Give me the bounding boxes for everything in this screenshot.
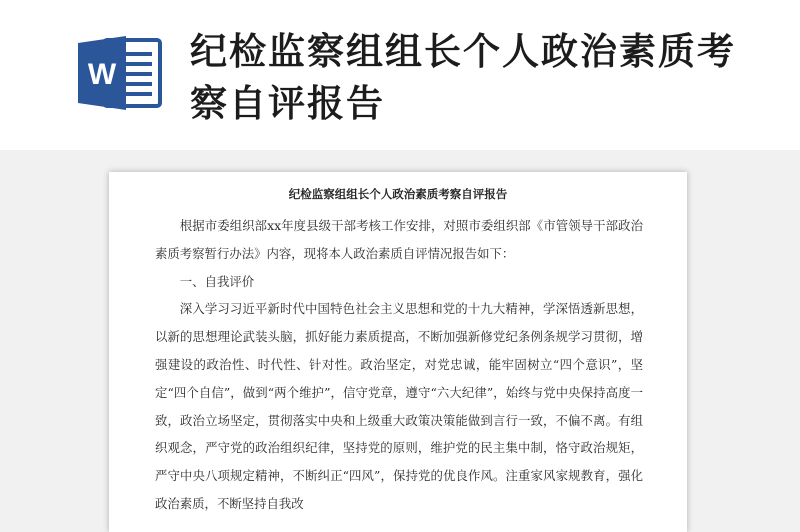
document-page <box>109 172 687 526</box>
page-title: 纪检监察组组长个人政治素质考察自评报告 <box>190 30 736 125</box>
document-title: 纪检监察组组长个人政治素质考察自评报告 <box>288 187 508 201</box>
document-body <box>155 212 643 518</box>
header-banner <box>0 0 800 150</box>
word-document-icon <box>74 34 166 112</box>
paragraph-intro: 根据市委组织部xx年度县级干部考核工作安排，对照市委组织部《市管领导干部政治素质考察暂行办法》内容，现将本人政治素质自评情况报告如下： <box>155 218 643 261</box>
section-heading: 一、自我评价 <box>179 273 255 289</box>
word-letter-w: W <box>87 58 117 91</box>
paragraph-body: 深入学习习近平新时代中国特色社会主义思想和党的十九大精神，学深悟透新思想，以新的思想理论武装头脑，抓好能力素质提高，不断加强新修党纪条例条规学习贯彻，增强建设的政治性、时代性、针对性。政治坚定，对党忠诚，能牢固树立“四个意识”，坚定“四个自信”，做到“两个维护”，信守党章，遵守“六大纪律”，始终与党中央保持高度一致，政治立场坚定，贯彻落实中央和上级重大政策决策能做到言行一致，不偏不离。有组织观念，严守党的政治组织纪律，坚持党的原则，维护党的民主集中制，恪守政治规矩，严守中央八项规定精神，不断纠正“四风”，保持党的优良作风。注重家风家规教育，强化政治素质，不断坚持自我改 <box>155 301 643 511</box>
